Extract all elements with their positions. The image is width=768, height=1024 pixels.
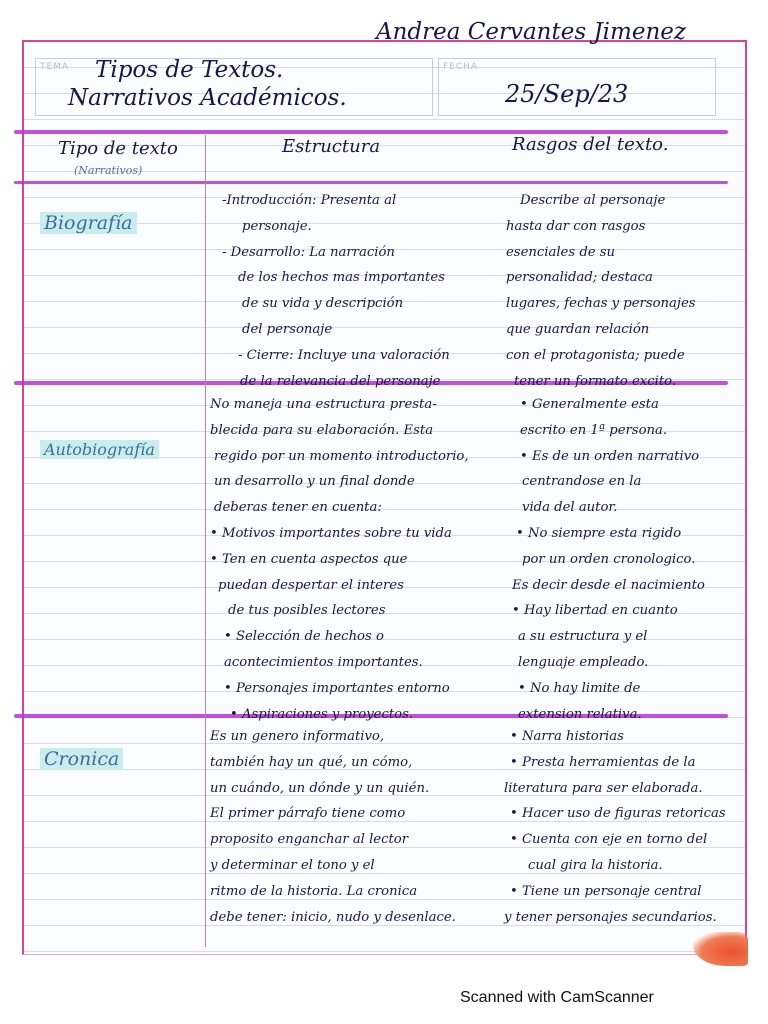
text-line: y tener personajes secundarios. <box>504 909 717 925</box>
col-header-traits: Rasgos del texto. <box>512 134 669 155</box>
text-line: • Selección de hechos o <box>224 629 384 645</box>
text-line: lugares, fechas y personajes <box>506 296 696 312</box>
text-line: un desarrollo y un final donde <box>214 474 415 490</box>
text-line: Es decir desde el nacimiento <box>512 577 705 593</box>
text-line: • No hay limite de <box>518 680 641 696</box>
col-header-type: Tipo de texto <box>58 138 178 159</box>
text-line: • Hay libertad en cuanto <box>512 603 678 619</box>
autobiografia-traits <box>512 392 705 727</box>
row-label-autobiografia: Autobiografía <box>40 440 159 459</box>
column-header-divider <box>14 181 728 184</box>
text-line: personalidad; destaca <box>506 270 653 286</box>
text-line: con el protagonista; puede <box>506 347 685 363</box>
text-line: • Ten en cuenta aspectos que <box>210 551 408 567</box>
date: 25/Sep/23 <box>505 80 629 108</box>
text-line: cual gira la historia. <box>528 857 663 873</box>
fecha-label: FECHA <box>443 62 479 72</box>
text-line: • Personajes importantes entorno <box>224 680 450 696</box>
title-line-2: Narrativos Académicos. <box>68 85 347 111</box>
text-line: • Hacer uso de figuras retoricas <box>510 806 726 822</box>
text-line: lenguaje empleado. <box>518 654 649 670</box>
text-line: un cuándo, un dónde y un quién. <box>210 780 430 796</box>
text-line: • Narra historias <box>510 729 624 744</box>
text-line: esenciales de su <box>506 244 616 260</box>
text-line: • Motivos importantes sobre tu vida <box>210 525 452 541</box>
col-header-type-sub: (Narrativos) <box>74 164 143 177</box>
highlighter-stain <box>693 932 748 966</box>
text-line: regido por un momento introductorio, <box>214 448 469 464</box>
text-line: que guardan relación <box>506 321 650 337</box>
student-name: Andrea Cervantes Jimenez <box>376 19 687 45</box>
text-line: El primer párrafo tiene como <box>210 806 406 822</box>
text-line: escrito en 1ª persona. <box>520 422 668 438</box>
autobiografia-structure <box>210 392 469 727</box>
text-line: • Aspiraciones y proyectos. <box>230 706 414 722</box>
title-line-1: Tipos de Textos. <box>95 57 284 83</box>
text-line: de tus posibles lectores <box>228 603 386 619</box>
text-line: hasta dar con rasgos <box>506 218 646 234</box>
text-line: Describe al personaje <box>520 193 666 208</box>
text-line: • Tiene un personaje central <box>510 883 702 899</box>
scanner-watermark: Scanned with CamScanner <box>460 989 654 1006</box>
text-line: proposito enganchar al lector <box>210 832 409 848</box>
biografia-structure <box>222 188 450 394</box>
text-line: extension relativa. <box>518 706 642 722</box>
text-line: deberas tener en cuenta: <box>214 500 382 516</box>
text-line: - Cierre: Incluye una valoración <box>238 347 450 363</box>
text-line: Es un genero informativo, <box>210 729 385 744</box>
cronica-traits <box>504 724 726 930</box>
text-line: literatura para ser elaborada. <box>504 780 703 796</box>
text-line: • Es de un orden narrativo <box>520 448 700 464</box>
text-line: No maneja una estructura presta- <box>210 397 437 412</box>
text-line: • Generalmente esta <box>520 397 659 412</box>
text-line: • Cuenta con eje en torno del <box>510 832 708 848</box>
text-line: tener un formato excito. <box>514 373 677 389</box>
text-line: blecida para su elaboración. Esta <box>210 422 434 438</box>
text-line: centrandose en la <box>522 474 642 490</box>
text-line: también hay un qué, un cómo, <box>210 754 413 770</box>
text-line: del personaje <box>242 321 333 337</box>
text-line: de su vida y descripción <box>242 296 404 312</box>
text-line: debe tener: inicio, nudo y desenlace. <box>210 909 456 925</box>
biografia-traits <box>506 188 696 394</box>
text-line: • No siempre esta rigido <box>516 525 682 541</box>
text-line: y determinar el tono y el <box>210 857 375 873</box>
text-line: a su estructura y el <box>518 629 648 645</box>
row-label-cronica: Cronica <box>40 748 123 770</box>
text-line: por un orden cronologico. <box>522 551 696 567</box>
text-line: -Introducción: Presenta al <box>222 193 397 208</box>
text-line: • Presta herramientas de la <box>510 754 696 770</box>
text-line: vida del autor. <box>522 500 618 516</box>
text-line: de los hechos mas importantes <box>238 270 445 286</box>
text-line: personaje. <box>242 218 312 234</box>
text-line: ritmo de la historia. La cronica <box>210 883 418 899</box>
column-line-1 <box>205 135 206 947</box>
tema-label: TEMA <box>40 62 70 72</box>
text-line: acontecimientos importantes. <box>224 654 423 670</box>
col-header-structure: Estructura <box>282 136 381 157</box>
text-line: puedan despertar el interes <box>218 577 404 593</box>
text-line: - Desarrollo: La narración <box>222 244 395 260</box>
row-label-biografia: Biografía <box>40 212 137 234</box>
cronica-structure <box>210 724 456 930</box>
text-line: de la relevancia del personaje <box>240 373 441 389</box>
